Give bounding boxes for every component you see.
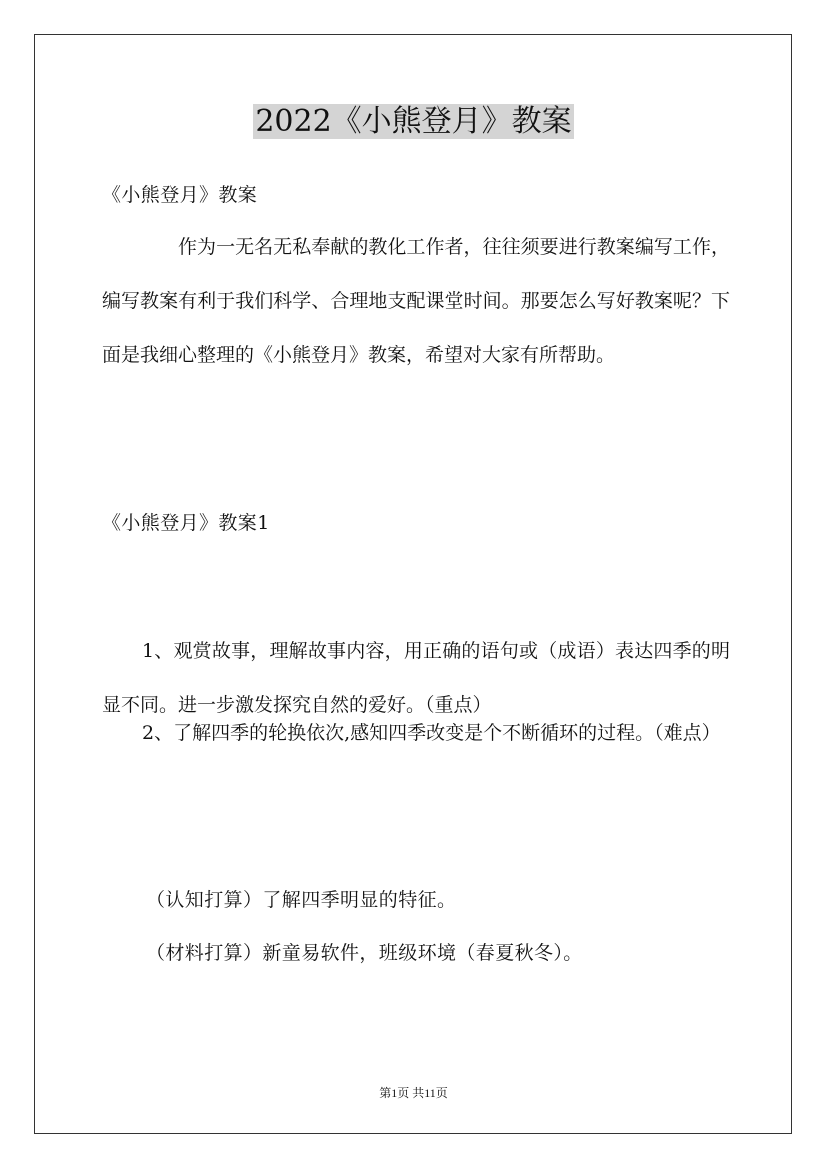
document-title xyxy=(0,100,827,144)
intro-paragraph: 作为一无名无私奉献的教化工作者，往往须要进行教案编写工作，编写教案有利于我们科学、合理地支配课堂时间。那要怎么写好教案呢？下面是我细心整理的《小熊登月》教案，希望对大家有所帮助。 xyxy=(102,236,730,366)
page-footer: 第1页 共11页 xyxy=(379,1086,448,1100)
document-subtitle: 《小熊登月》教案 xyxy=(102,184,258,206)
document-title-text: 2022《小熊登月》教案 xyxy=(255,104,572,139)
section-heading: 《小熊登月》教案1 xyxy=(102,512,270,534)
material-prep-line: （材料打算）新童易软件，班级环境（春夏秋冬）。 xyxy=(146,942,583,964)
cognitive-prep-line: （认知打算）了解四季明显的特征。 xyxy=(146,889,457,911)
goal-1-paragraph: 1、观赏故事，理解故事内容，用正确的语句或（成语）表达四季的明显不同。进一步激发探究自然的爱好。（重点） xyxy=(102,640,730,716)
goal-2-paragraph: 2、了解四季的轮换依次,感知四季改变是个不断循环的过程。（难点） xyxy=(142,722,721,744)
